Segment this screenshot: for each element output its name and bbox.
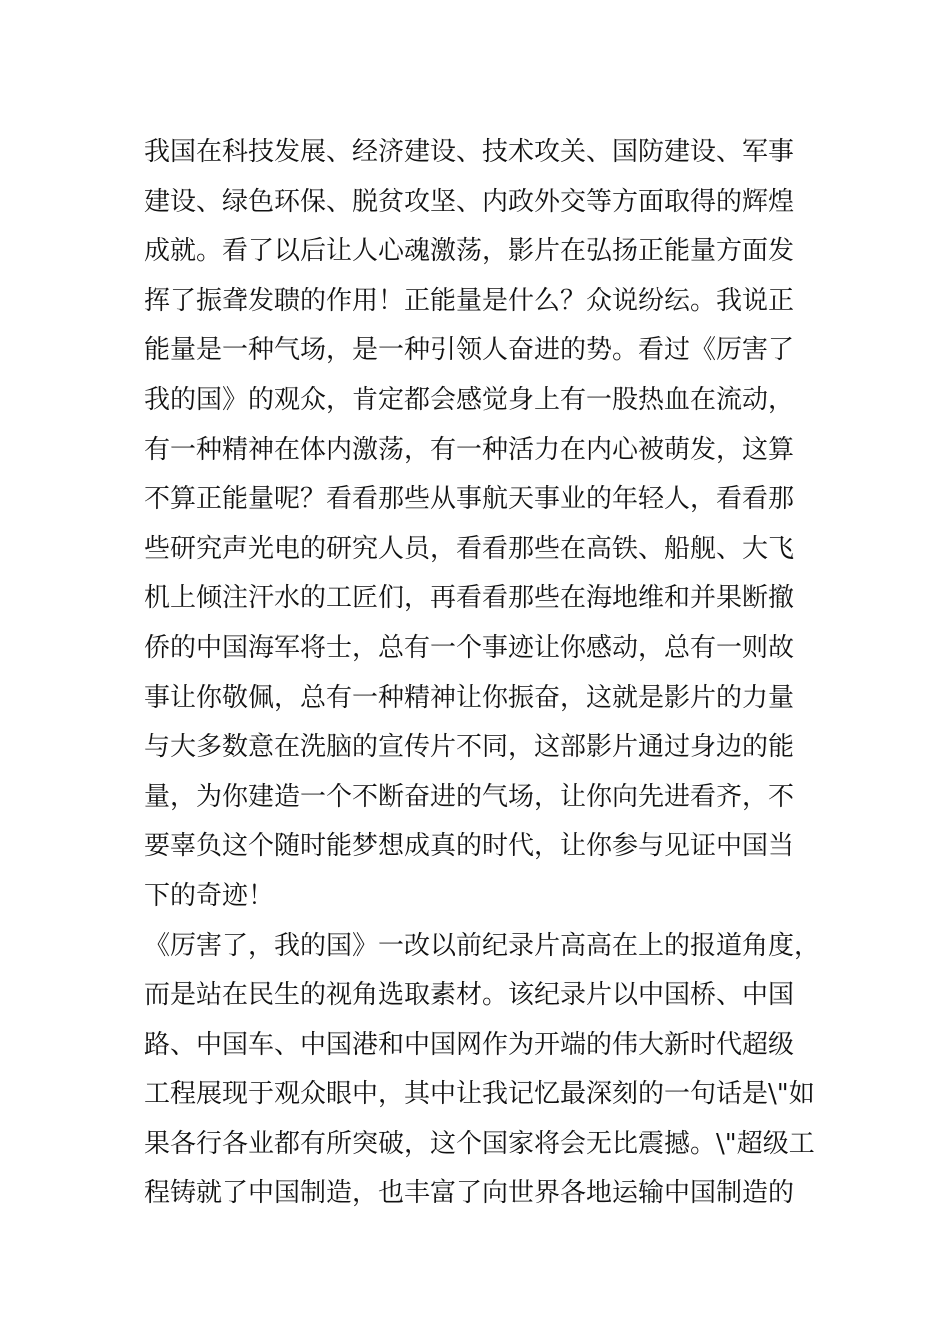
text-line: 与大多数意在洗脑的宣传片不同，这部影片通过身边的能	[144, 732, 795, 763]
text-line: 成就。看了以后让人心魂激荡，影片在弘扬正能量方面发	[144, 236, 795, 267]
text-line: 我国在科技发展、经济建设、技术攻关、国防建设、军事	[144, 137, 795, 167]
text-line: 量，为你建造一个不断奋进的气场，让你向先进看齐，不	[144, 781, 795, 812]
text-line: 些研究声光电的研究人员，看看那些在高铁、船舰、大飞	[144, 533, 795, 564]
body-text	[144, 128, 844, 1219]
text-line: 挥了振聋发聩的作用！正能量是什么？众说纷纭。我说正	[144, 285, 795, 316]
text-line: 果各行各业都有所突破，这个国家将会无比震撼。\"超级工	[144, 1128, 815, 1159]
text-line: 下的奇迹！	[144, 880, 275, 911]
text-line: 能量是一种气场，是一种引领人奋进的势。看过《厉害了	[144, 335, 795, 366]
text-line: 不算正能量呢？看看那些从事航天事业的年轻人，看看那	[144, 484, 795, 515]
text-line: 而是站在民生的视角选取素材。该纪录片以中国桥、中国	[144, 980, 795, 1011]
text-line: 工程展现于观众眼中，其中让我记忆最深刻的一句话是\"如	[144, 1079, 815, 1110]
text-line: 路、中国车、中国港和中国网作为开端的伟大新时代超级	[144, 1029, 795, 1060]
text-line: 《厉害了，我的国》一改以前纪录片高高在上的报道角度，	[144, 930, 821, 961]
text-line: 机上倾注汗水的工匠们，再看看那些在海地维和并果断撤	[144, 583, 795, 614]
text-line: 建设、绿色环保、脱贫攻坚、内政外交等方面取得的辉煌	[144, 186, 795, 217]
text-line: 侨的中国海军将士，总有一个事迹让你感动，总有一则故	[144, 632, 795, 663]
text-line: 程铸就了中国制造，也丰富了向世界各地运输中国制造的	[144, 1178, 795, 1209]
text-line: 有一种精神在体内激荡，有一种活力在内心被萌发，这算	[144, 434, 795, 465]
text-line: 要辜负这个随时能梦想成真的时代，让你参与见证中国当	[144, 831, 795, 862]
text-line: 我的国》的观众，肯定都会感觉身上有一股热血在流动，	[144, 384, 795, 415]
text-line: 事让你敬佩，总有一种精神让你振奋，这就是影片的力量	[144, 682, 795, 713]
